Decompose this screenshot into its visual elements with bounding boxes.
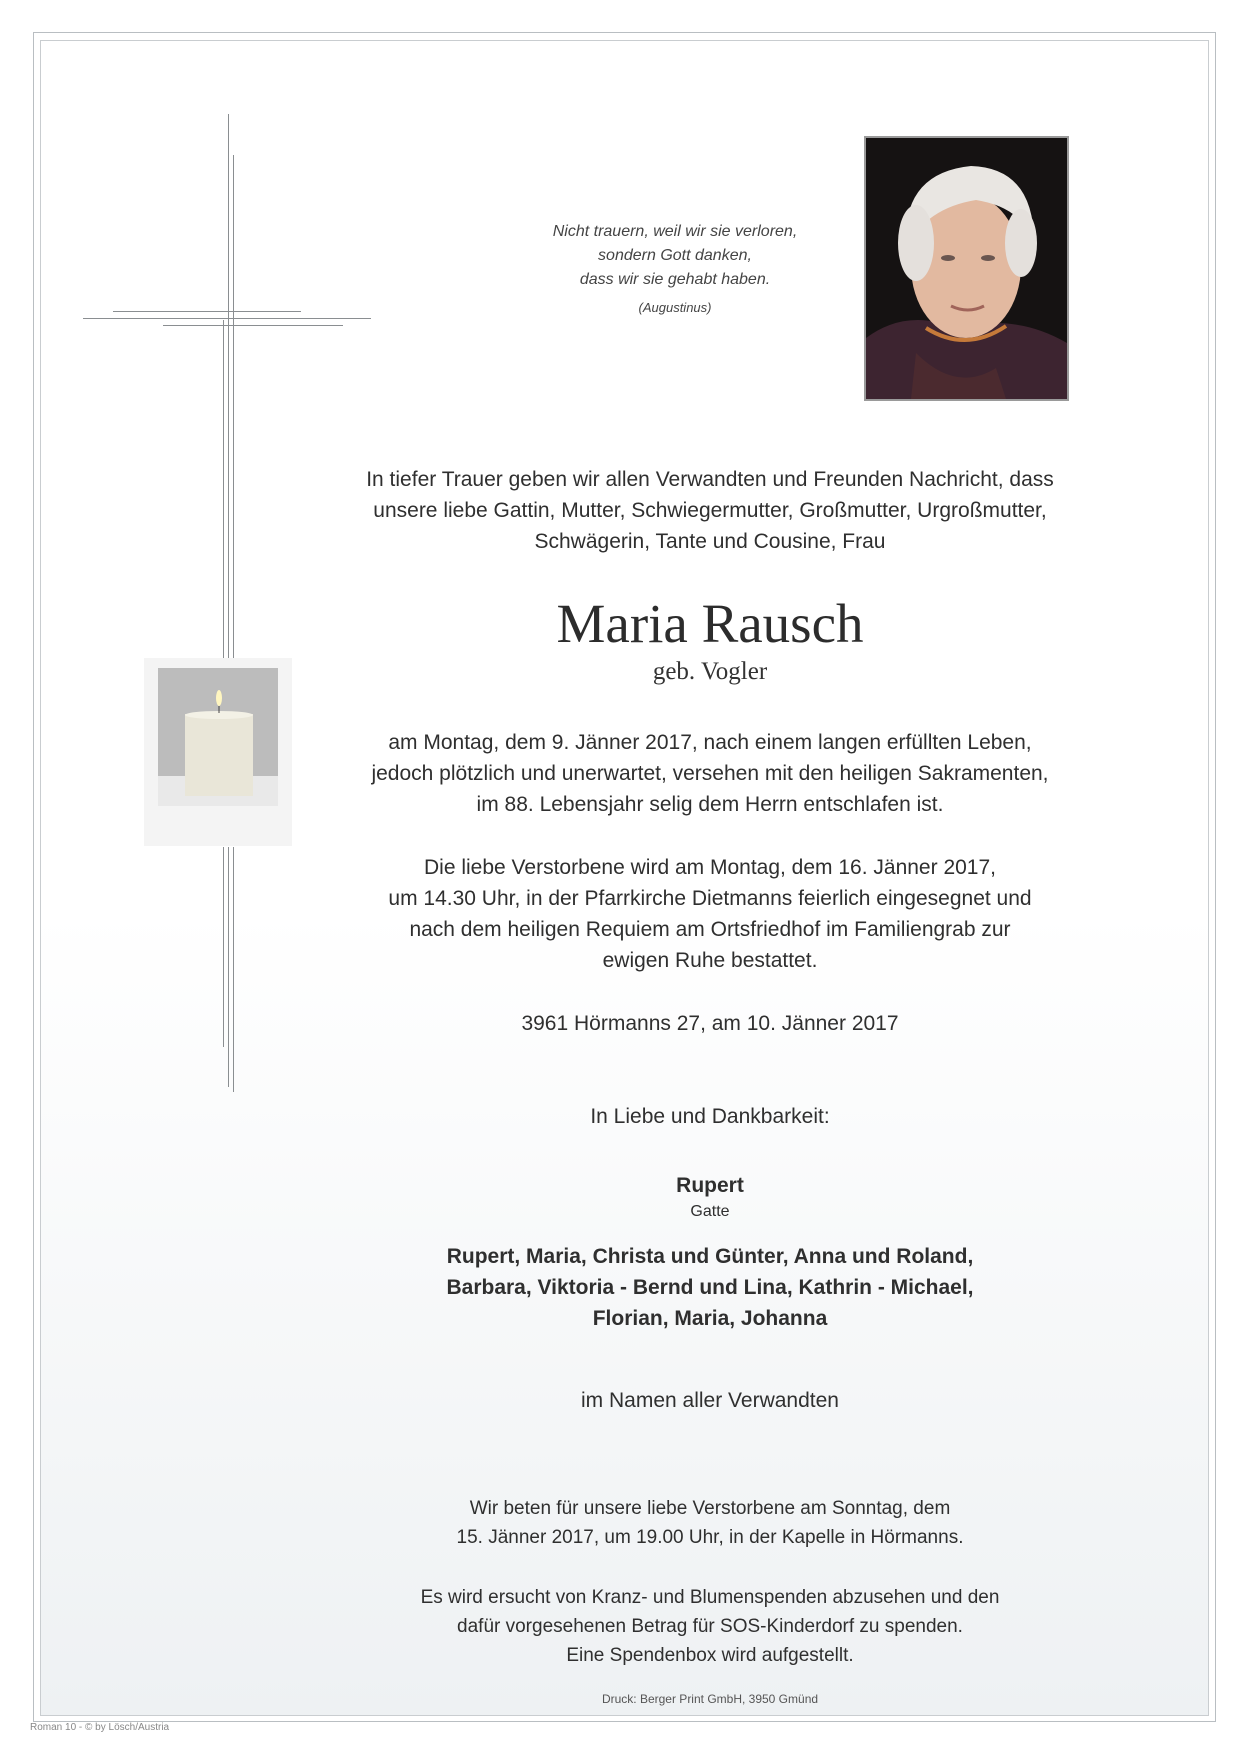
quote-source: (Augustinus) bbox=[638, 300, 712, 315]
death-text bbox=[300, 727, 1120, 820]
family-line: Rupert, Maria, Christa und Günter, Anna und Roland, bbox=[446, 1245, 974, 1268]
funeral-line: um 14.30 Uhr, in der Pfarrkirche Dietmanns feierlich eingesegnet und bbox=[388, 887, 1032, 910]
portrait-photo bbox=[864, 136, 1069, 401]
prayer-line: 15. Jänner 2017, um 19.00 Uhr, in der Kapelle in Hörmanns. bbox=[456, 1527, 964, 1548]
quote-block bbox=[480, 220, 870, 320]
candle-image bbox=[144, 658, 292, 846]
death-line: im 88. Lebensjahr selig dem Herrn entschlafen ist. bbox=[476, 793, 944, 816]
family-line: Barbara, Viktoria - Bernd und Lina, Kathrin - Michael, bbox=[446, 1276, 974, 1299]
donation-line: Eine Spendenbox wird aufgestellt. bbox=[566, 1645, 854, 1666]
donation-line: dafür vorgesehenen Betrag für SOS-Kinderdorf zu spenden. bbox=[457, 1616, 963, 1637]
donation-line: Es wird ersucht von Kranz- und Blumenspenden abzusehen und den bbox=[420, 1587, 1000, 1608]
printer-note: Druck: Berger Print GmbH, 3950 Gmünd bbox=[601, 1692, 819, 1706]
closing-intro: In Liebe und Dankbarkeit: bbox=[590, 1105, 830, 1128]
quote-line: sondern Gott danken, bbox=[598, 247, 752, 264]
death-line: jedoch plötzlich und unerwartet, versehen mit den heiligen Sakramenten, bbox=[371, 762, 1049, 785]
funeral-line: nach dem heiligen Requiem am Ortsfriedhof im Familiengrab zur bbox=[409, 918, 1011, 941]
family-line: Florian, Maria, Johanna bbox=[592, 1307, 828, 1330]
prayer-text bbox=[300, 1494, 1120, 1552]
quote-line: dass wir sie gehabt haben. bbox=[579, 271, 771, 288]
birth-name: geb. Vogler bbox=[652, 658, 768, 685]
intro-line: In tiefer Trauer geben wir allen Verwandten und Freunden Nachricht, dass bbox=[366, 468, 1054, 491]
family-names bbox=[300, 1241, 1120, 1334]
death-line: am Montag, dem 9. Jänner 2017, nach einem langen erfüllten Leben, bbox=[388, 731, 1032, 754]
spouse-name: Rupert bbox=[676, 1174, 744, 1197]
funeral-line: Die liebe Verstorbene wird am Montag, dem 16. Jänner 2017, bbox=[424, 856, 996, 879]
intro-line: Schwägerin, Tante und Cousine, Frau bbox=[534, 530, 886, 553]
spouse-role: Gatte bbox=[690, 1203, 730, 1220]
donation-text bbox=[300, 1583, 1120, 1670]
funeral-text bbox=[300, 852, 1120, 976]
place-date: 3961 Hörmanns 27, am 10. Jänner 2017 bbox=[521, 1012, 899, 1035]
funeral-line: ewigen Ruhe bestattet. bbox=[602, 949, 818, 972]
quote-line: Nicht trauern, weil wir sie verloren, bbox=[552, 223, 798, 240]
intro-line: unsere liebe Gattin, Mutter, Schwiegermutter, Großmutter, Urgroßmutter, bbox=[373, 499, 1047, 522]
deceased-name: Maria Rausch bbox=[556, 593, 864, 654]
relatives-text: im Namen aller Verwandten bbox=[581, 1389, 839, 1412]
footer-credit: Roman 10 - © by Lösch/Austria bbox=[30, 1722, 170, 1733]
prayer-line: Wir beten für unsere liebe Verstorbene am Sonntag, dem bbox=[469, 1498, 951, 1519]
intro-text bbox=[300, 464, 1120, 557]
